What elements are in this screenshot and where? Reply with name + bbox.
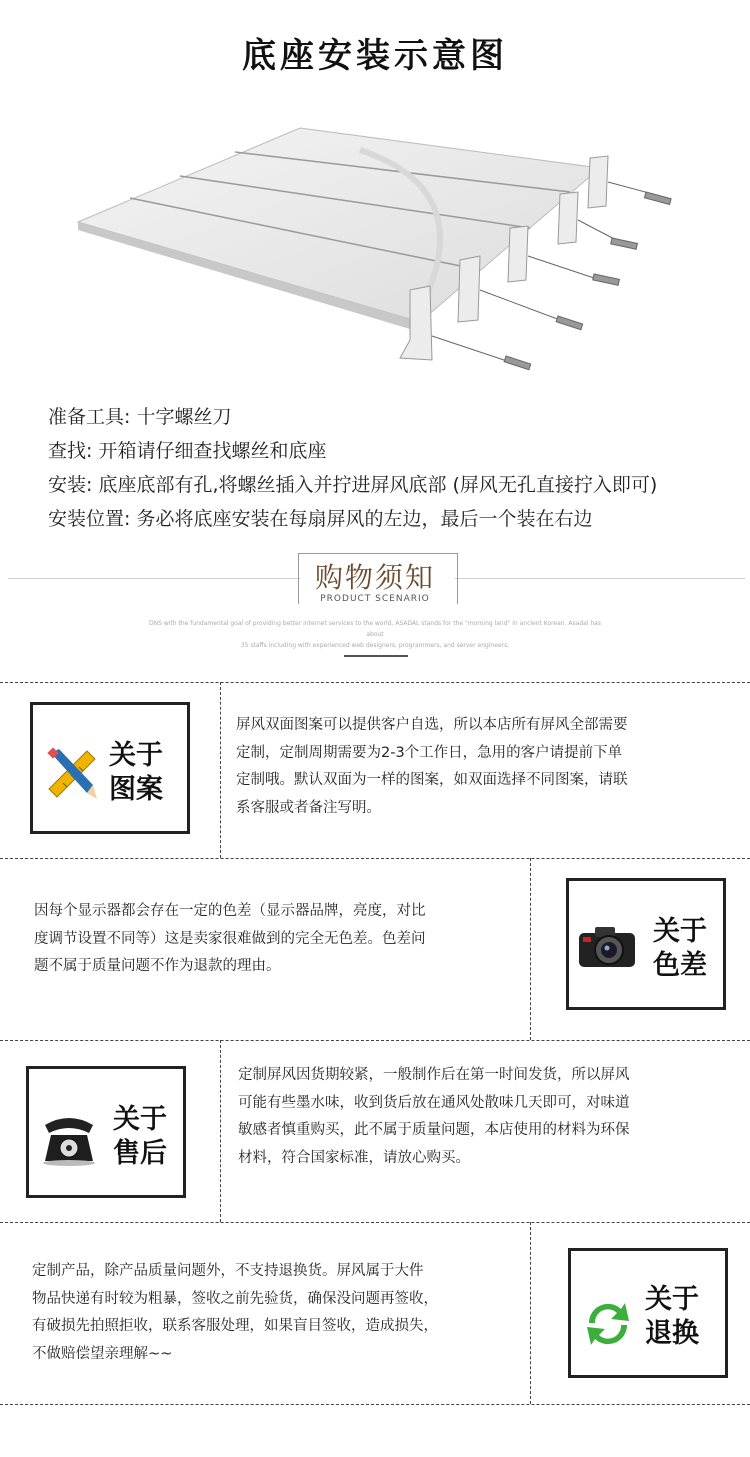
section-title: 购物须知 bbox=[314, 561, 435, 594]
notice-aftersales-text bbox=[238, 1062, 630, 1172]
badge-label bbox=[653, 915, 707, 983]
text-line: 有破损先拍照拒收，联系客服处理，如果盲目签收，造成损失， bbox=[32, 1318, 438, 1334]
notice-returns-text bbox=[32, 1258, 438, 1368]
step-find: 查找: 开箱请仔细查找螺丝和底座 bbox=[48, 440, 327, 462]
badge-label-line: 售后 bbox=[113, 1138, 167, 1169]
text-line: 可能有些墨水味，收到货后放在通风处散味几天即可，对味道 bbox=[238, 1094, 630, 1111]
badge-pattern bbox=[30, 702, 190, 834]
section-underline bbox=[344, 655, 408, 657]
section-subtitle: PRODUCT SCENARIO bbox=[320, 594, 430, 604]
grid-line bbox=[0, 1404, 750, 1405]
step-install: 安装: 底座底部有孔,将螺丝插入并拧进屏风底部 (屏风无孔直接拧入即可) bbox=[48, 474, 658, 496]
badge-label-line: 退换 bbox=[645, 1318, 699, 1349]
step-position: 安装位置: 务必将底座安装在每扇屏风的左边，最后一个装在右边 bbox=[48, 508, 593, 530]
camera-icon bbox=[577, 923, 637, 971]
text-line: 物品快递有时较为粗暴，签收之前先验货，确保没问题再签收， bbox=[32, 1290, 438, 1307]
grid-line bbox=[0, 1040, 750, 1041]
badge-returns bbox=[568, 1248, 728, 1378]
installation-illustration bbox=[60, 110, 700, 390]
text-line: 定制哦。默认双面为一样的图案，如双面选择不同图案，请联 bbox=[236, 772, 628, 788]
step-tools: 准备工具: 十字螺丝刀 bbox=[48, 406, 232, 428]
badge-label-line: 关于 bbox=[113, 1104, 167, 1135]
badge-label-line: 色差 bbox=[653, 950, 707, 981]
text-line: 系客服或者备注写明。 bbox=[236, 799, 381, 816]
badge-label-line: 图案 bbox=[109, 774, 163, 805]
section-description-line: 35 staffs including with experienced web designers, programmers, and server engineers. bbox=[240, 642, 510, 649]
badge-label-line: 关于 bbox=[645, 1284, 699, 1315]
grid-line bbox=[0, 682, 750, 683]
notice-pattern-text bbox=[236, 712, 628, 822]
badge-label-line: 关于 bbox=[653, 916, 707, 947]
grid-line bbox=[220, 1040, 221, 1222]
grid-line bbox=[0, 1222, 750, 1223]
text-line: 材料，符合国家标准，请放心购买。 bbox=[238, 1149, 470, 1166]
telephone-icon bbox=[39, 1111, 99, 1167]
grid-line bbox=[220, 682, 221, 858]
notice-color-text bbox=[34, 898, 426, 981]
grid-line bbox=[530, 1222, 531, 1404]
badge-aftersales bbox=[26, 1066, 186, 1198]
grid-line bbox=[530, 858, 531, 1040]
text-line: 敏感者慎重购买，此不属于质量问题，本店使用的材料为环保 bbox=[238, 1122, 630, 1138]
badge-label bbox=[109, 739, 163, 807]
section-description-line: DNS with the fundamental goal of providing better internet services to the world. ASADAL stands for the "morning land" in ancient Korean. Asadal has about bbox=[149, 620, 601, 638]
install-steps bbox=[48, 400, 657, 536]
grid-line bbox=[0, 858, 750, 859]
text-line: 因每个显示器都会存在一定的色差（显示器品牌，亮度，对比 bbox=[34, 903, 426, 919]
badge-label bbox=[645, 1283, 699, 1351]
text-line: 定制产品，除产品质量问题外，不支持退换货。屏风属于大件 bbox=[32, 1263, 424, 1279]
recycle-arrows-icon bbox=[581, 1297, 635, 1351]
page-title: 底座安装示意图 bbox=[242, 36, 508, 76]
pencil-ruler-icon bbox=[43, 745, 101, 803]
badge-color bbox=[566, 878, 726, 1010]
text-line: 题不属于质量问题不作为退款的理由。 bbox=[34, 958, 281, 974]
text-line: 屏风双面图案可以提供客户自选，所以本店所有屏风全部需要 bbox=[236, 717, 628, 733]
text-line: 定制屏风因货期较紧，一般制作后在第一时间发货，所以屏风 bbox=[238, 1067, 630, 1083]
badge-label bbox=[113, 1103, 167, 1171]
text-line: 度调节设置不同等）这是卖家很难做到的完全无色差。色差问 bbox=[34, 930, 426, 947]
text-line: 不做赔偿望亲理解~~ bbox=[32, 1345, 173, 1362]
text-line: 定制，定制周期需要为2-3个工作日，急用的客户请提前下单 bbox=[236, 744, 623, 761]
section-description bbox=[140, 618, 610, 651]
badge-label-line: 关于 bbox=[109, 740, 163, 771]
